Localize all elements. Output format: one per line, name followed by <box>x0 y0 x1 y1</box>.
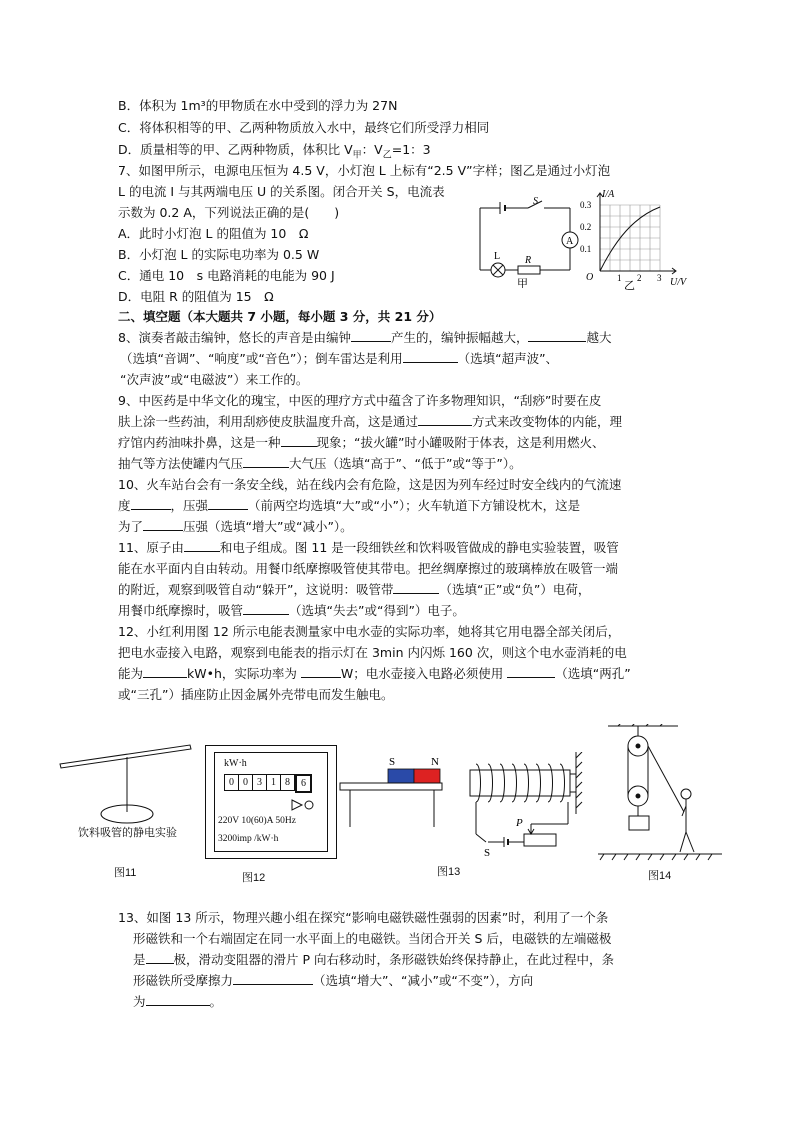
indicator-light-icon <box>290 798 316 812</box>
q6-option-d: D．质量相等的甲、乙两种物质，体积比 $V_甲$：$V_乙=1$：3 <box>118 142 431 161</box>
graph-xtick: 1 <box>617 273 622 283</box>
q9-line2: 肤上涂一些药油，利用刮痧使皮肤温度升高，这是通过 方式来改变物体的内能，理 <box>118 414 623 429</box>
q11-line4: 用餐巾纸摩擦时，吸管 （选填“失去”或“得到”）电子。 <box>118 603 465 618</box>
meter-digit: 8 <box>281 774 295 791</box>
magnet-s-label: S <box>389 756 396 768</box>
section-2-heading: 二、填空题（本大题共 7 小题，每小题 3 分，共 21 分） <box>118 309 442 324</box>
graph-ytick: 0.2 <box>580 222 592 232</box>
slider-p-label: P <box>516 817 523 829</box>
q13-line4: 形磁铁所受摩擦力 （选填“增大”、“减小”或“不变”），方向 <box>133 973 534 988</box>
q8-line3: “次声波”或“电磁波”）来工作的。 <box>120 372 309 387</box>
q13-line5: 为 。 <box>133 994 223 1009</box>
q7-iu-graph <box>580 187 700 291</box>
q7-option-a: A．此时小灯泡 L 的阻值为 10 Ω <box>118 226 309 241</box>
q7-ammeter-label: A <box>566 236 574 247</box>
meter-imp: 3200imp /kW·h <box>218 834 279 844</box>
figure-13-caption: 图13 <box>437 866 461 878</box>
graph-origin: O <box>586 272 594 283</box>
q7-resistor-label: R <box>525 255 532 266</box>
q13-line3: 是 极，滑动变阻器的滑片 P 向右移动时，条形磁铁始终保持静止，在此过程中，条 <box>133 952 615 967</box>
meter-digit: 0 <box>239 774 253 791</box>
q10-line2: 度 ，压强 （前两空均选填“大”或“小”）；火车轨道下方铺设枕木，这是 <box>118 498 581 513</box>
graph-ytick: 0.3 <box>580 200 592 210</box>
q13-line1: 13、如图 13 所示，物理兴趣小组在探究“影响电磁铁磁性强弱的因素”时，利用了一个条 <box>118 910 609 925</box>
figure-12-caption: 图12 <box>242 872 266 884</box>
q12-line2: 把电水壶接入电路，观察到电能表的指示灯在 3min 内闪烁 160 次，则这个电水壶消耗的电 <box>118 645 627 660</box>
graph-xtick: 3 <box>657 273 662 283</box>
q10-line3: 为了 压强（选填“增大”或“减小”）。 <box>118 519 353 534</box>
meter-digit: 1 <box>267 774 281 791</box>
q7-option-d: D．电阻 R 的阻值为 15 Ω <box>118 289 274 304</box>
q7-circuit-diagram <box>470 192 582 288</box>
bar-magnet-n <box>414 769 440 783</box>
figure-14-pulley <box>598 724 722 862</box>
q7-switch-label: S <box>533 196 538 207</box>
graph-xtick: 2 <box>637 273 642 283</box>
q7-line2: L 的电流 I 与其两端电压 U 的关系图。闭合开关 S，电流表 <box>118 184 445 199</box>
q7-option-c: C．通电 10 s 电路消耗的电能为 90 J <box>118 268 335 283</box>
bar-magnet-s <box>388 769 414 783</box>
q9-line3: 疗馆内药油味扑鼻，这是一种 现象；“拔火罐”时小罐吸附于体表，这是利用燃火、 <box>118 435 605 450</box>
graph-y-label: I/A <box>602 189 615 200</box>
figure-14-caption: 图14 <box>648 870 672 882</box>
figure-13-magnets <box>336 752 596 862</box>
q10-line1: 10、火车站台会有一条安全线，站在线内会有危险，这是因为列车经过时安全线内的气流速 <box>118 477 622 492</box>
meter-unit: kW·h <box>224 758 247 769</box>
q7-line3: 示数为 0.2 A，下列说法正确的是( ) <box>118 205 340 220</box>
q13-line2: 形磁铁和一个右端固定在同一水平面上的电磁铁。当闭合开关 S 后，电磁铁的左端磁极 <box>133 931 612 946</box>
q9-line4: 抽气等方法使罐内气压 大气压（选填“高于”、“低于”或“等于”）。 <box>118 456 522 471</box>
figure-12-energy-meter <box>205 745 337 859</box>
meter-digit: 3 <box>253 774 267 791</box>
q12-line4: 或“三孔”）插座防止因金属外壳带电而发生触电。 <box>118 687 394 702</box>
q11-line3: 的附近，观察到吸管自动“躲开”，这说明：吸管带 （选填“正”或“负”）电荷， <box>118 582 591 597</box>
q12-line3: 能为 kW•h，实际功率为 W；电水壶接入电路必须使用 （选填“两孔” <box>118 666 631 681</box>
q8-line2: （选填“音调”、“响度”或“音色”）；倒车雷达是利用 （选填“超声波”、 <box>120 351 559 366</box>
meter-digit: 0 <box>224 774 239 791</box>
q11-line1: 11、原子由 和电子组成。图 11 是一段细铁丝和饮料吸管做成的静电实验装置，吸管 <box>118 540 619 555</box>
q7-circuit-caption: 甲 <box>517 278 528 288</box>
q11-line2: 能在水平面内自由转动。用餐巾纸摩擦吸管使其带电。把丝绸摩擦过的玻璃棒放在吸管一端 <box>118 561 619 576</box>
q6-option-b: B．体积为 1m³的甲物质在水中受到的浮力为 27N <box>118 98 398 113</box>
q12-line1: 12、小红利用图 12 所示电能表测量家中电水壶的实际功率，她将其它用电器全部关闭后， <box>118 624 621 639</box>
q7-lamp-label: L <box>494 251 501 262</box>
figure-11-straw <box>55 740 195 830</box>
figure-11-caption: 图11 <box>114 867 137 879</box>
graph-ytick: 0.1 <box>580 244 592 254</box>
magnet-n-label: N <box>431 756 439 768</box>
meter-digit: 6 <box>295 774 312 793</box>
switch-s-label: S <box>484 847 491 859</box>
q8-line1: 8、演奏者敲击编钟，悠长的声音是由编钟 产生的，编钟振幅越大， 越大 <box>118 330 612 345</box>
figure-11-label: 饮料吸管的静电实验 <box>78 827 177 839</box>
meter-rating: 220V 10(60)A 50Hz <box>218 816 296 826</box>
q9-line1: 9、中医药是中华文化的瑰宝，中医的理疗方式中蕴含了许多物理知识，“刮痧”时要在皮 <box>118 393 602 408</box>
meter-counter <box>224 774 312 793</box>
q7-line1: 7、如图甲所示，电源电压恒为 4.5 V，小灯泡 L 上标有“2.5 V”字样；图乙是通过小灯泡 <box>118 163 611 178</box>
graph-x-label: U/V <box>670 277 687 288</box>
q7-option-b: B．小灯泡 L 的实际电功率为 0.5 W <box>118 247 320 262</box>
q6-option-c: C．将体积相等的甲、乙两种物质放入水中，最终它们所受浮力相同 <box>118 120 490 135</box>
graph-caption: 乙 <box>624 280 635 291</box>
